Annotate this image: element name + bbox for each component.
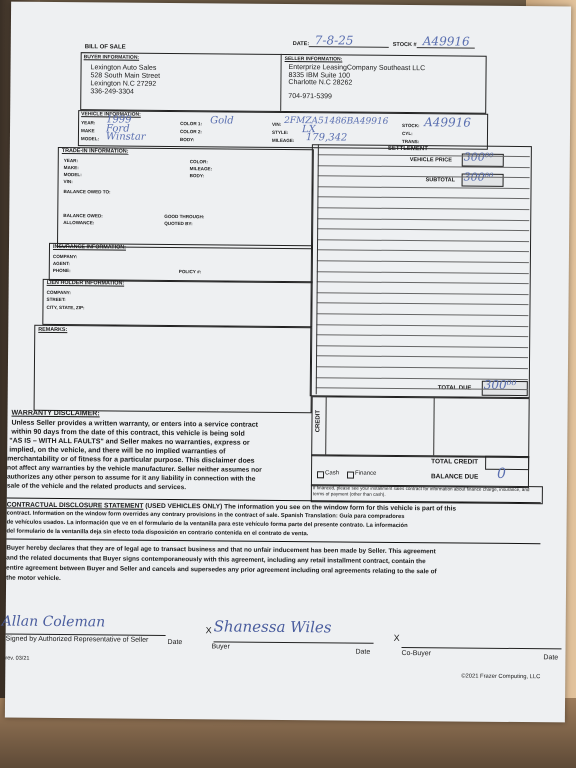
stock-label: STOCK # xyxy=(392,41,417,49)
warranty-line-5: merchantability or of fitness for a particular purpose. This disclaimer does xyxy=(7,455,255,465)
vehicle-color1-value: Gold xyxy=(210,115,234,127)
subtotal-label: SUBTOTAL xyxy=(425,177,456,184)
vehicle-color1-label: COLOR 1: xyxy=(180,121,203,127)
date-value: 7-8-25 xyxy=(314,33,354,48)
agreement-line-2: and the related documents that Buyer signs contemporaneously with this agreement, including any retail installment contract, contain the xyxy=(6,554,426,566)
seller-date-label: Date xyxy=(167,638,183,647)
vehicle-section-label: VEHICLE INFORMATION: xyxy=(81,111,141,118)
trade-vin-label: VIN: xyxy=(63,179,73,185)
agreement-line-4: the motor vehicle. xyxy=(6,574,61,583)
settlement-header: SETTLEMENT xyxy=(387,145,428,153)
vehicle-cyl-label: CYL: xyxy=(401,130,413,137)
insurance-phone-label: PHONE: xyxy=(52,267,71,274)
buyer-city: Lexington N.C 27292 xyxy=(90,80,157,88)
bill-of-sale-document xyxy=(1,2,571,723)
vehicle-model-value: Winstar xyxy=(105,131,146,143)
vehicle-vin-label: VIN: xyxy=(272,121,282,127)
insurance-policy-label: POLICY #: xyxy=(178,269,202,275)
seller-signature-label: Signed by Authorized Representative of Seller xyxy=(5,635,149,644)
vehicle-model-label: MODEL: xyxy=(80,136,100,142)
cobuyer-signature-label: Co-Buyer xyxy=(401,650,432,658)
remarks-box xyxy=(34,325,313,413)
buyer-date-label: Date xyxy=(355,648,371,656)
seller-section-label: SELLER INFORMATION: xyxy=(284,55,343,63)
seller-name: Enterprize LeasingCompany Southeast LLC xyxy=(288,63,426,73)
disclosure-line-1: (USED VEHICLES ONLY) The information you see on the window form for this vehicle is part of this xyxy=(145,502,457,513)
lien-company-label: COMPANY: xyxy=(46,289,71,296)
form-title: BILL OF SALE xyxy=(84,44,126,51)
trade-balance-owed-to-label: BALANCE OWED TO: xyxy=(63,189,111,195)
seller-signature: Allan Coleman xyxy=(1,613,106,631)
form-revision: rev. 03/21 xyxy=(5,655,30,662)
cash-checkbox[interactable] xyxy=(317,471,324,478)
trade-body-label: BODY: xyxy=(189,173,205,179)
warranty-line-6: not affect any warranties by the vehicle manufacturer. Seller neither assumes nor xyxy=(7,464,262,474)
disclosure-heading: CONTRACTUAL DISCLOSURE STATEMENT xyxy=(6,501,144,510)
trade-in-box xyxy=(57,147,314,249)
warranty-line-8: sale of the vehicle and the related products and services. xyxy=(6,482,187,492)
buyer-section-label: BUYER INFORMATION: xyxy=(83,54,140,61)
warranty-heading: WARRANTY DISCLAIMER: xyxy=(11,409,100,418)
seller-city: Charlotte N.C 28262 xyxy=(288,78,353,87)
buyer-signature-label: Buyer xyxy=(211,643,230,651)
lien-section-label: LIEN HOLDER INFORMATION: xyxy=(46,279,125,287)
warranty-line-1: Unless Seller provides a written warranty, or enters into a service contract xyxy=(11,419,259,429)
vehicle-body-label: BODY: xyxy=(179,137,195,143)
finance-label: Finance xyxy=(355,470,377,477)
agreement-line-3: entire agreement between Buyer and Seller and cancels and supersedes any prior agreement including oral agreements relating to the sale of xyxy=(6,564,437,576)
trade-allowance-label: ALLOWANCE: xyxy=(63,220,95,226)
trade-color-label: COLOR: xyxy=(189,159,208,165)
insurance-section-label: INSURANCE INFORMATION: xyxy=(52,243,126,251)
cobuyer-x-mark: X xyxy=(393,632,400,643)
finance-note: If financed, please see your installment sales contract for information about finance charge, insurance, and terms of payment (other than cash). xyxy=(312,485,530,497)
trade-mileage-label: MILEAGE: xyxy=(189,166,213,172)
seller-street: 8335 IBM Suite 100 xyxy=(288,71,351,80)
buyer-phone: 336-249-3304 xyxy=(90,88,134,96)
balance-due-value: 0 xyxy=(496,465,507,482)
insurance-company-label: COMPANY: xyxy=(52,253,78,260)
lien-city-label: CITY, STATE, ZIP: xyxy=(46,304,85,311)
total-due-label: TOTAL DUE xyxy=(437,385,472,392)
disclosure-line-2: contract. Information on the window form overrides any contrary provisions in the contract of sale. Spanish Translation: Guía para compradores xyxy=(6,510,405,521)
buyer-street: 528 South Main Street xyxy=(90,72,161,80)
vehicle-year-label: YEAR: xyxy=(81,120,96,126)
finance-checkbox[interactable] xyxy=(347,472,354,479)
vehicle-price-label: VEHICLE PRICE xyxy=(409,157,452,164)
vehicle-stock-value: A49916 xyxy=(424,115,472,130)
insurance-agent-label: AGENT: xyxy=(52,260,70,267)
cash-label: Cash xyxy=(325,470,340,477)
total-credit-label: TOTAL CREDIT xyxy=(431,458,479,466)
disclosure-line-4: del formulario de la ventanilla deja sin efecto toda disposición en contrario contenida en el contrato de venta. xyxy=(6,528,309,538)
date-label: DATE: xyxy=(292,41,310,48)
vehicle-price-value: 300⁰⁰ xyxy=(463,150,494,164)
buyer-name: Lexington Auto Sales xyxy=(90,64,157,72)
buyer-x-mark: X xyxy=(205,625,212,636)
trade-year-label: YEAR: xyxy=(63,158,79,164)
warranty-line-4: implied, on the vehicle, and there will be no implied warranties of xyxy=(9,446,226,456)
trade-make-label: MAKE: xyxy=(63,165,79,171)
warranty-line-7: authorizes any other person to assume for it any liability in connection with the xyxy=(6,473,256,483)
trade-balance-owed-label: BALANCE OWED: xyxy=(63,213,103,219)
trade-model-label: MODEL: xyxy=(63,172,82,178)
warranty-line-3: "AS IS – WITH ALL FAULTS" and Seller makes no warranties, express or xyxy=(9,437,250,447)
buyer-signature: Shanessa Wiles xyxy=(213,617,332,637)
credit-box xyxy=(311,396,530,458)
vehicle-vin-value: 2FMZA51486BA49916 xyxy=(284,115,389,127)
vehicle-make-label: MAKE xyxy=(80,128,95,134)
copyright-notice: ©2021 Frazer Computing, LLC xyxy=(461,673,541,681)
remarks-section-label: REMARKS: xyxy=(38,326,68,334)
subtotal-value: 300⁰⁰ xyxy=(463,170,494,184)
vehicle-stock-label: STOCK: xyxy=(402,122,420,129)
trade-in-section-label: TRADE-IN INFORMATION: xyxy=(61,148,129,155)
vehicle-year-value: 1999 xyxy=(106,114,132,126)
seller-phone: 704-971-5399 xyxy=(288,92,332,101)
lien-street-label: STREET: xyxy=(46,296,66,303)
vehicle-mileage-value: 179,342 xyxy=(305,132,348,144)
vehicle-trans-label: TRANS: xyxy=(401,138,420,145)
balance-due-label: BALANCE DUE xyxy=(430,473,479,481)
vehicle-mileage-label: MILEAGE: xyxy=(271,137,295,144)
trade-good-through-label: GOOD THROUGH: xyxy=(164,213,205,220)
vehicle-make-value: Ford xyxy=(105,123,130,135)
agreement-line-1: Buyer hereby declares that they are of legal age to transact business and that no unfair inducement has been made by Seller. This agreement xyxy=(6,544,436,556)
vehicle-style-value: LX xyxy=(301,124,316,136)
stock-value: A49916 xyxy=(422,34,470,49)
credit-label: CREDIT xyxy=(315,409,322,433)
trade-quoted-by-label: QUOTED BY: xyxy=(164,220,193,227)
vehicle-style-label: STYLE: xyxy=(271,129,289,135)
total-due-value: 300⁰⁰ xyxy=(483,377,517,392)
cobuyer-date-label: Date xyxy=(543,654,559,662)
vehicle-color2-label: COLOR 2: xyxy=(179,129,202,135)
warranty-line-2: within 90 days from the date of this contract, this vehicle is being sold xyxy=(11,428,245,438)
disclosure-line-3: de vehículos usados. La información que ve en el formulario de la ventanilla para este vehículo forma parte del presente contrato. La información xyxy=(6,519,408,530)
